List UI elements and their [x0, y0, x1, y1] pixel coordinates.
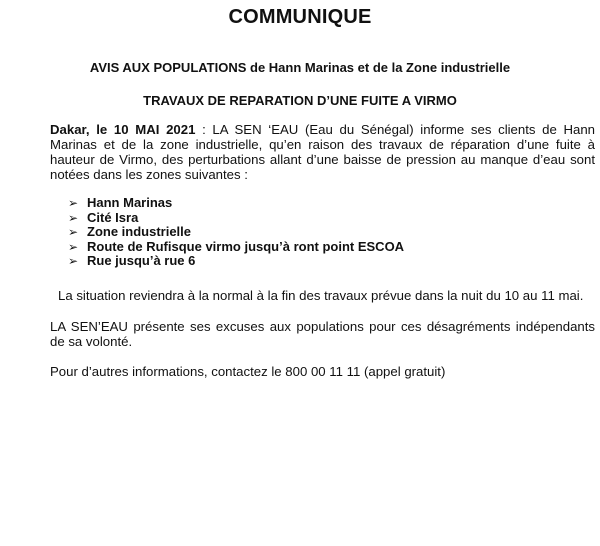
arrow-bullet-icon: ➢ [68, 210, 79, 225]
arrow-bullet-icon: ➢ [68, 196, 79, 210]
list-item: ➢ Rue jusqu’à rue 6 [68, 253, 196, 269]
intro-text: : LA SEN ‘EAU (Eau du Sénégal) informe ses clients de Hann Marinas et de la zone industrielle, qu’en raison des travaux de réparation d’une fuite à hauteur de Virmo, des perturbations allant d’une baisse de pression au manque d’eau sont notées dans les zones suivantes : [50, 122, 596, 182]
affected-zones-list [68, 196, 404, 269]
list-item: ➢ Cité Isra [68, 209, 139, 225]
document-title: COMMUNIQUE [228, 6, 372, 28]
intro-date: Dakar, le 10 MAI 2021 [50, 122, 196, 137]
arrow-bullet-icon: ➢ [68, 225, 79, 240]
arrow-bullet-icon: ➢ [68, 239, 79, 254]
intro-paragraph [50, 122, 595, 182]
list-item: ➢ Hann Marinas [68, 195, 173, 210]
contact-paragraph: Pour d’autres informations, contactez le 800 00 11 11 (appel gratuit) [50, 364, 446, 379]
apology-paragraph: LA SEN’EAU présente ses excuses aux populations pour ces désagréments indépendants de sa volonté. [50, 319, 595, 349]
list-item: ➢ Route de Rufisque virmo jusqu’à ront point ESCOA [68, 238, 405, 254]
arrow-bullet-icon: ➢ [68, 254, 79, 269]
subject-heading: TRAVAUX DE REPARATION D’UNE FUITE A VIRMO [143, 93, 457, 108]
notice-heading: AVIS AUX POPULATIONS de Hann Marinas et de la Zone industrielle [89, 60, 511, 75]
list-item: ➢ Zone industrielle [68, 224, 192, 240]
resolution-paragraph: La situation reviendra à la normal à la fin des travaux prévue dans la nuit du 10 au 11 mai. [58, 288, 584, 303]
